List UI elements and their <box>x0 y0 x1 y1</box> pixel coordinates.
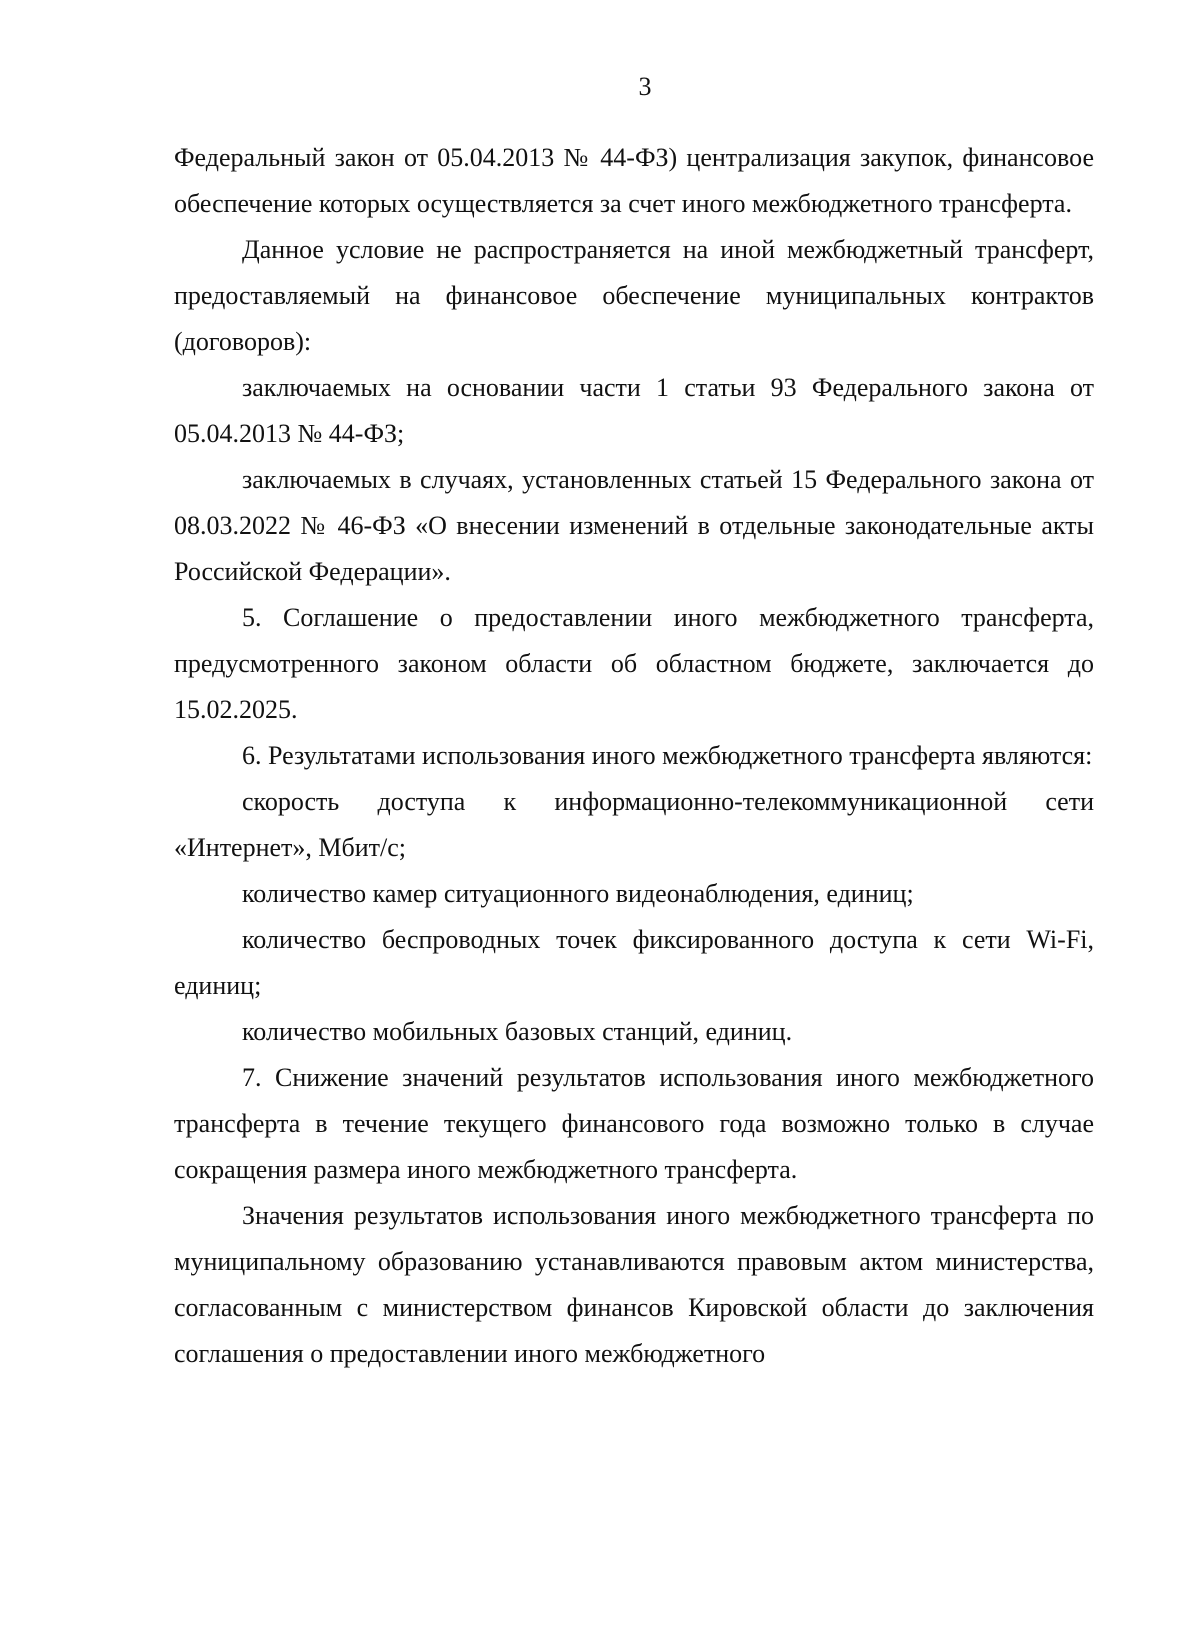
paragraph-3: заключаемых на основании части 1 статьи 93 Федерального закона от 05.04.2013 № 44-ФЗ; <box>174 373 1094 448</box>
paragraph-7: скорость доступа к информационно-телекоммуникационной сети «Интернет», Мбит/с; <box>174 787 1094 862</box>
paragraph-9: количество беспроводных точек фиксированного доступа к сети Wi-Fi, единиц; <box>174 925 1094 1000</box>
paragraph-8: количество камер ситуационного видеонаблюдения, единиц; <box>242 879 914 908</box>
paragraph-2: Данное условие не распространяется на иной межбюджетный трансферт, предоставляемый на финансовое обеспечение муниципальных контрактов (договоров): <box>174 235 1094 356</box>
paragraph-1: Федеральный закон от 05.04.2013 № 44-ФЗ) централизация закупок, финансовое обеспечение которых осуществляется за счет иного межбюджетного трансферта. <box>174 143 1094 218</box>
paragraph-4: заключаемых в случаях, установленных статьей 15 Федерального закона от 08.03.2022 № 46-ФЗ «О внесении изменений в отдельные законодательные акты Российской Федерации». <box>174 465 1094 586</box>
paragraph-12: Значения результатов использования иного межбюджетного трансферта по муниципальному образованию устанавливаются правовым актом министерства, согласованным с министерством финансов Кировской области до заключения соглашения о предоставлении иного межбюджетного <box>174 1201 1094 1368</box>
page-number: 3 <box>638 72 652 101</box>
paragraph-5: 5. Соглашение о предоставлении иного межбюджетного трансферта, предусмотренного законом области об областном бюджете, заключается до 15.02.2025. <box>174 603 1094 724</box>
paragraph-6: 6. Результатами использования иного межбюджетного трансферта являются: <box>242 741 1093 770</box>
paragraph-10: количество мобильных базовых станций, единиц. <box>242 1017 793 1046</box>
document-body <box>174 135 1094 1377</box>
paragraph-11: 7. Снижение значений результатов использования иного межбюджетного трансферта в течение текущего финансового года возможно только в случае сокращения размера иного межбюджетного трансферта. <box>174 1063 1094 1184</box>
